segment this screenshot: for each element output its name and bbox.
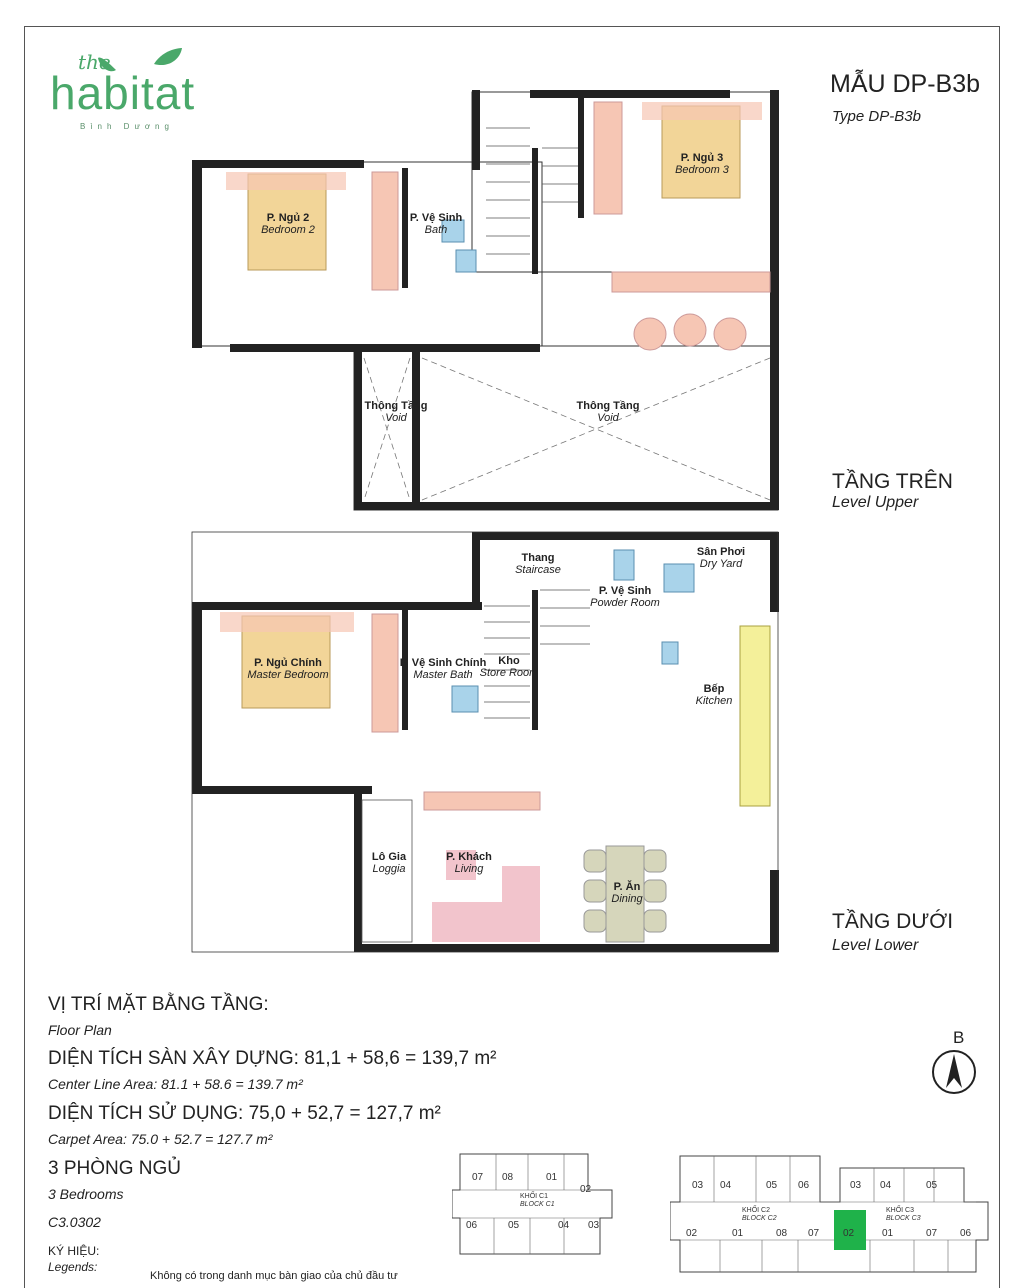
room-label-vi: Lô Gia [371, 851, 407, 863]
key-c1-block-vi: KHỐI C1 [520, 1193, 549, 1200]
room-kitchen [686, 683, 742, 707]
legend-subheading: Legends: [48, 1260, 98, 1274]
room-label-vi: P. Ăn [613, 881, 641, 893]
center-line-area: DIỆN TÍCH SÀN XÂY DỰNG: 81,1 + 58,6 = 139,7 m² [48, 1048, 497, 1069]
room-label-vi: Thang [521, 552, 555, 564]
key-c3-unit: 03 [850, 1180, 862, 1191]
key-c3-unit: 06 [960, 1228, 972, 1239]
key-c2-unit: 03 [692, 1180, 704, 1191]
key-c2-block-en: BLOCK C2 [742, 1215, 777, 1222]
room-label-vi: P. Ngủ Chính [254, 657, 322, 669]
key-c1-unit: 02 [580, 1184, 592, 1195]
compass-arrow-icon [930, 1048, 978, 1096]
room-label-vi: P. Ngủ 2 [266, 212, 310, 224]
room-bath-upper [400, 212, 472, 236]
room-powder-room [590, 585, 660, 609]
room-staircase [508, 552, 568, 576]
legend-heading: KÝ HIỆU: [48, 1244, 100, 1258]
key-c1-unit: 03 [588, 1220, 600, 1231]
key-plan-block-c2-c3 [670, 1154, 990, 1274]
room-label-en: Bedroom 3 [675, 164, 729, 176]
key-c2-unit: 02 [686, 1228, 698, 1239]
compass-label: B [953, 1028, 965, 1047]
room-living [438, 851, 500, 875]
room-label-vi: P. Vệ Sinh Chính [399, 657, 487, 669]
key-c2-unit: 01 [732, 1228, 744, 1239]
room-label-vi: P. Vệ Sinh [409, 212, 463, 224]
level-lower-label: TẦNG DƯỚI [832, 910, 954, 933]
room-label-vi: Thông Tầng [364, 400, 428, 412]
room-label-en: Void [597, 412, 619, 424]
room-bedroom-2 [250, 212, 326, 236]
logo-location: Bình Dương [80, 122, 174, 131]
page-title: MẪU DP-B3b [830, 70, 981, 98]
room-label-en: Bedroom 2 [261, 224, 315, 236]
room-store-room [478, 655, 540, 679]
room-label-en: Bath [424, 224, 448, 236]
page-subtitle: Type DP-B3b [832, 108, 921, 125]
key-c1-unit: 01 [546, 1172, 558, 1183]
room-label-vi: Thông Tầng [576, 400, 640, 412]
level-lower-sublabel: Level Lower [832, 937, 919, 954]
key-c3-unit: 07 [926, 1228, 938, 1239]
key-c2-unit: 04 [720, 1180, 732, 1191]
room-label-en: Store Room [479, 667, 539, 679]
room-void-large [570, 400, 646, 424]
key-c2-unit: 08 [776, 1228, 788, 1239]
room-dry-yard [688, 546, 754, 570]
room-label-en: Loggia [372, 863, 406, 875]
key-c3-unit: 05 [926, 1180, 938, 1191]
key-c1-unit: 07 [472, 1172, 484, 1183]
key-c1-unit: 08 [502, 1172, 514, 1183]
compass [928, 1026, 978, 1096]
level-upper-label: TẦNG TRÊN [832, 470, 953, 493]
key-c1-unit: 05 [508, 1220, 520, 1231]
unit-code: C3.0302 [48, 1214, 101, 1230]
lower-floor-plan [180, 530, 790, 960]
room-label-en: Master Bedroom [247, 669, 329, 681]
carpet-area: DIỆN TÍCH SỬ DỤNG: 75,0 + 52,7 = 127,7 m² [48, 1103, 441, 1124]
level-upper-sublabel: Level Upper [832, 494, 919, 511]
room-label-vi: P. Khách [446, 851, 492, 863]
room-bedroom-3 [664, 152, 740, 176]
room-void-small [360, 400, 432, 424]
room-label-vi: Sân Phơi [696, 546, 746, 558]
center-line-area-en: Center Line Area: 81.1 + 58.6 = 139.7 m² [48, 1076, 303, 1092]
room-dining [600, 881, 654, 905]
key-plan-block-c1 [452, 1146, 620, 1260]
room-label-en: Void [385, 412, 407, 424]
key-c1-unit: 04 [558, 1220, 570, 1231]
room-master-bath [396, 657, 490, 681]
room-label-en: Dining [611, 893, 643, 905]
room-label-en: Living [454, 863, 484, 875]
key-c2-block-vi: KHỐI C2 [742, 1207, 771, 1214]
key-c3-block-en: BLOCK C3 [886, 1215, 921, 1222]
logo-the: the [78, 50, 111, 74]
room-label-vi: P. Vệ Sinh [598, 585, 652, 597]
bedroom-count-en: 3 Bedrooms [48, 1186, 124, 1202]
room-label-vi: Bếp [703, 683, 725, 695]
key-c3-unit: 01 [882, 1228, 894, 1239]
carpet-area-en: Carpet Area: 75.0 + 52.7 = 127.7 m² [48, 1131, 273, 1147]
floor-plan-heading: VỊ TRÍ MẶT BẰNG TẦNG: [48, 994, 269, 1015]
bedroom-count: 3 PHÒNG NGỦ [48, 1158, 182, 1179]
room-master-bedroom [244, 657, 332, 681]
room-label-en: Dry Yard [699, 558, 743, 570]
key-c3-block-vi: KHỐI C3 [886, 1207, 915, 1214]
key-c2-unit: 06 [798, 1180, 810, 1191]
key-c2-unit: 07 [808, 1228, 820, 1239]
key-c3-unit: 04 [880, 1180, 892, 1191]
key-c3-unit: 02 [843, 1228, 855, 1239]
room-label-en: Staircase [515, 564, 561, 576]
room-label-en: Powder Room [590, 597, 660, 609]
logo-wordmark: habitat [50, 67, 196, 119]
room-label-en: Kitchen [695, 695, 733, 707]
key-c1-block-en: BLOCK C1 [520, 1201, 555, 1208]
room-label-en: Master Bath [413, 669, 473, 681]
room-label-vi: P. Ngủ 3 [680, 152, 724, 164]
key-c2-unit: 05 [766, 1180, 778, 1191]
legend-footnote: Không có trong danh mục bàn giao của chủ đầu tư [150, 1270, 398, 1282]
floor-plan-subheading: Floor Plan [48, 1022, 112, 1038]
key-c1-unit: 06 [466, 1220, 478, 1231]
room-label-vi: Kho [498, 655, 520, 667]
room-loggia [362, 851, 416, 875]
